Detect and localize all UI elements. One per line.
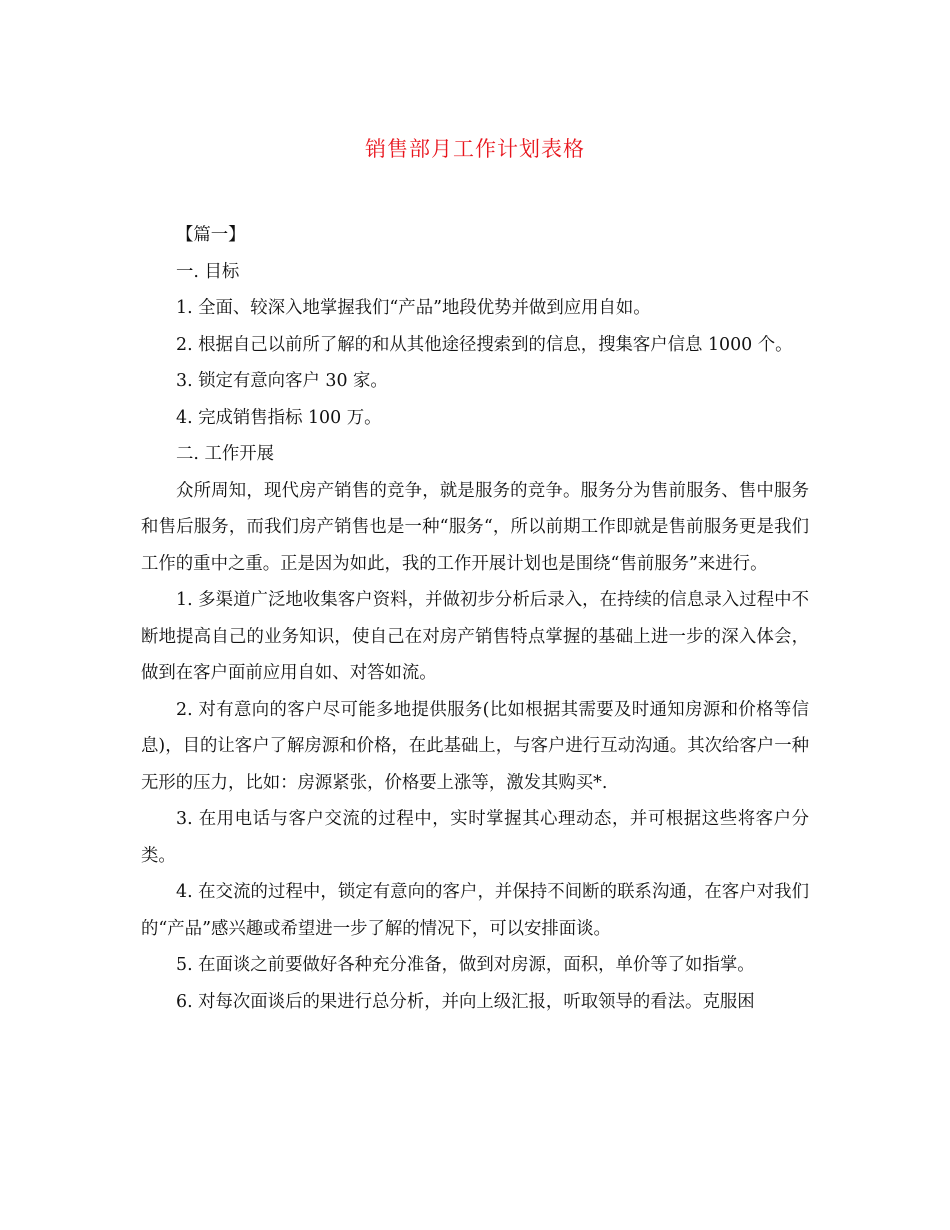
heading-goals: 一. 目标 <box>176 261 240 282</box>
work-item-6: 6. 对每次面谈后的果进行总分析，并向上级汇报，听取领导的看法。克服困 <box>176 991 755 1012</box>
goal-item-3: 3. 锁定有意向客户 30 家。 <box>176 371 388 391</box>
work-item-5: 5. 在面谈之前要做好各种充分准备，做到对房源，面积，单价等了如指掌。 <box>176 955 755 975</box>
work-item-1: 1. 多渠道广泛地收集客户资料，并做初步分析后录入，在持续的信息录入过程中不断地提高自己的业务知识，使自己在对房产销售特点掌握的基础上进一步的深入体会，做到在客户面前应用自如、对答如流。 <box>141 590 809 683</box>
work-item-2: 2. 对有意向的客户尽可能多地提供服务(比如根据其需要及时通知房源和价格等信息)，目的让客户了解房源和价格，在此基础上，与客户进行互动沟通。其次给客户一种无形的压力，比如：房源紧张，价格要上涨等，激发其购买*. <box>141 699 809 793</box>
document-body <box>141 217 809 1020</box>
document-title: 销售部月工作计划表格 <box>365 137 585 161</box>
goal-item-2: 2. 根据自己以前所了解的和从其他途径搜索到的信息，搜集客户信息 1000 个。 <box>176 334 793 355</box>
goal-item-1: 1. 全面、较深入地掌握我们“产品”地段优势并做到应用自如。 <box>176 298 651 318</box>
work-item-3: 3. 在用电话与客户交流的过程中，实时掌握其心理动态，并可根据这些将客户分类。 <box>141 809 809 866</box>
work-item-4: 4. 在交流的过程中，锁定有意向的客户，并保持不间断的联系沟通，在客户对我们的“产品”感兴趣或希望进一步了解的情况下，可以安排面谈。 <box>141 882 809 939</box>
work-intro-paragraph: 众所周知，现代房产销售的竞争，就是服务的竞争。服务分为售前服务、售中服务和售后服务，而我们房产销售也是一种“服务“，所以前期工作即就是售前服务更是我们工作的重中之重。正是因为如此，我的工作开展计划也是围绕“售前服务”来进行。 <box>141 480 809 574</box>
heading-work: 二. 工作开展 <box>176 444 275 464</box>
section-label: 【篇一】 <box>176 225 246 245</box>
goal-item-4: 4. 完成销售指标 100 万。 <box>176 407 382 428</box>
